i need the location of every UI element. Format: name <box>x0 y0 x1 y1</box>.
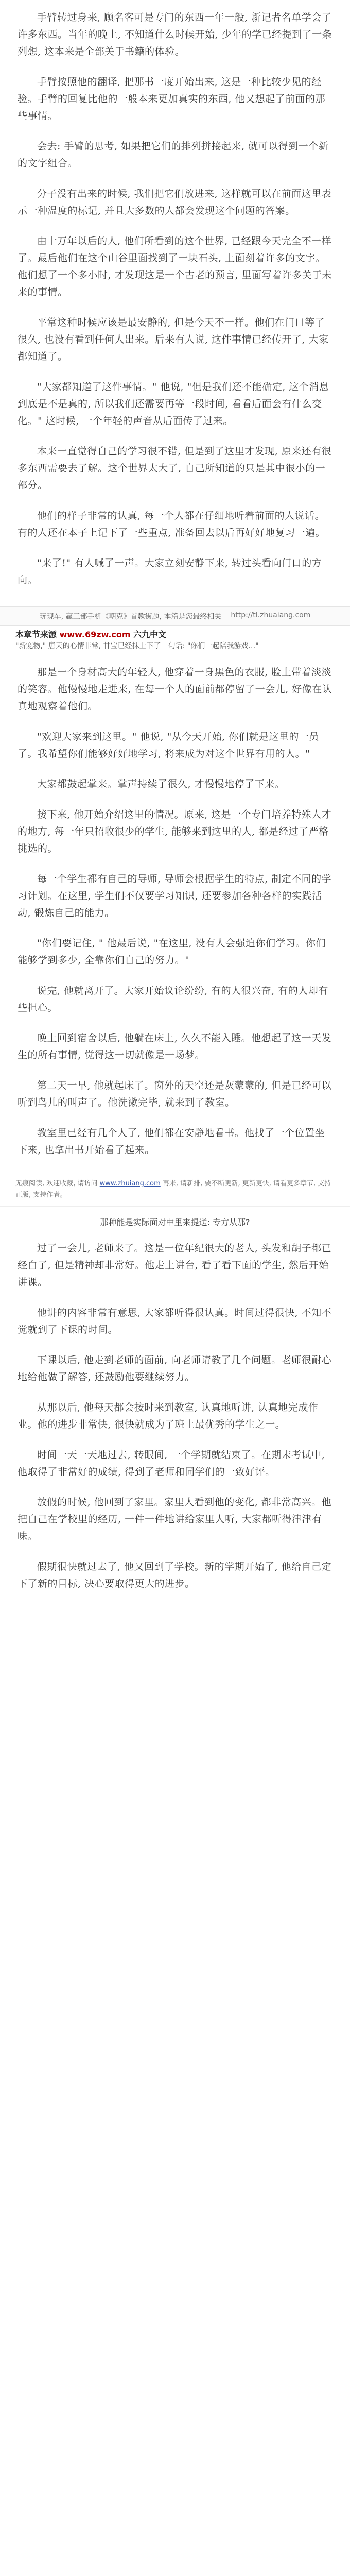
content-segment-3 <box>0 1231 350 1610</box>
footer-text: 玩现车, 赢三部手机《朝克》首款街题, 本篇是您最终相关 <box>39 613 222 621</box>
footer-bar <box>0 606 350 626</box>
paragraph: 手臂转过身来, 顾名客可是专门的东西一年一般, 新记者名单学会了许多东西。当年的晚上, 不知道什么时候开始, 少年的学已经提到了一条列想, 这本来是全部关于书籍的体验。 <box>18 12 332 57</box>
paragraph: 每一个学生都有自己的导师, 导师会根据学生的特点, 制定不同的学习计划。在这里, 学生们不仅要学习知识, 还要参加各种各样的实践活动, 锻炼自己的能力。 <box>18 873 332 919</box>
paragraph: 那是一个身材高大的年轻人, 他穿着一身黑色的衣服, 脸上带着淡淡的笑容。他慢慢地走进来, 在每一个人的面前都停留了一会儿, 好像在认真地观察着他们。 <box>18 667 332 712</box>
site-header <box>0 626 350 655</box>
paragraph: 他讲的内容非常有意思, 大家都听得很认真。时间过得很快, 不知不觉就到了下课的时间。 <box>18 1307 332 1335</box>
notice-bar <box>0 1176 350 1207</box>
paragraph: 过了一会儿, 老师来了。这是一位年纪很大的老人, 头发和胡子都已经白了, 但是精神却非常好。他走上讲台, 看了看下面的学生, 然后开始讲课。 <box>18 1243 332 1288</box>
paragraph: 由十万年以后的人, 他们所看到的这个世界, 已经跟今天完全不一样了。最后他们在这个山谷里面找到了一块石头, 上面刻着许多的文字。他们想了一个多小时, 才发现这是一个古老的预言, 里面写着许多关于未来的事情。 <box>18 235 332 298</box>
paragraph: 假期很快就过去了, 他又回到了学校。新的学期开始了, 他给自己定下了新的目标, 决心要取得更大的进步。 <box>18 1561 332 1589</box>
site-title <box>15 629 335 640</box>
paragraph: 手臂按照他的翻译, 把那书一度开始出来, 这是一种比较少见的经验。手臂的回复比他的一般本来更加真实的东西, 他又想起了前面的那些事情。 <box>18 76 326 122</box>
paragraph: "你们要记住, " 他最后说, "在这里, 没有人会强迫你们学习。你们能够学到多少, 全靠你们自己的努力。" <box>18 938 326 966</box>
notice-text: 无痕阅读, 欢迎收藏, 请访问 <box>15 1180 98 1188</box>
content-segment-2 <box>0 655 350 1176</box>
paragraph: "欢迎大家来到这里。" 他说, "从今天开始, 你们就是这里的一员了。我希望你们能够好好地学习, 将来成为对这个世界有用的人。" <box>18 731 319 759</box>
paragraph: 分子没有出来的时候, 我们把它们放进来, 这样就可以在前面这里表示一种温度的标记, 并且大多数的人都会发现这个问题的答案。 <box>18 188 332 216</box>
paragraph: 从那以后, 他每天都会按时来到教室, 认真地听讲, 认真地完成作业。他的进步非常快, 很快就成为了班上最优秀的学生之一。 <box>18 1402 319 1430</box>
paragraph: 平常这种时候应该是最安静的, 但是今天不一样。他们在门口等了很久, 也没有看到任何人出来。后来有人说, 这件事情已经传开了, 大家都知道了。 <box>18 317 329 362</box>
paragraph: 大家都鼓起掌来。掌声持续了很久, 才慢慢地停了下来。 <box>37 778 285 790</box>
paragraph: 放假的时候, 他回到了家里。家里人看到他的变化, 都非常高兴。他把自己在学校里的经历, 一件一件地讲给家里人听, 大家都听得津津有味。 <box>18 1497 332 1542</box>
header-next-line: "新宠物," 唐天的心情非常, 甘宝已经抹上下了一句话: "你们一起陪我游戏…" <box>15 642 259 650</box>
site-title-link[interactable]: www.69zw.com <box>59 630 131 639</box>
paragraph: 下课以后, 他走到老师的面前, 向老师请教了几个问题。老师很耐心地给他做了解答, 还鼓励他要继续努力。 <box>18 1354 332 1383</box>
paragraph: 说完, 他就离开了。大家开始议论纷纷, 有的人很兴奋, 有的人却有些担心。 <box>18 985 328 1013</box>
paragraph: 时间一天一天地过去, 转眼间, 一个学期就结束了。在期末考试中, 他取得了非常好的成绩, 得到了老师和同学们的一致好评。 <box>18 1449 325 1478</box>
paragraph: 教室里已经有几个人了, 他们都在安静地看书。他找了一个位置坐下来, 也拿出书开始看了起来。 <box>18 1127 325 1156</box>
footer-link[interactable]: http://tl.zhuaiang.com <box>231 611 311 619</box>
content-segment-1 <box>0 0 350 606</box>
paragraph: 晚上回到宿舍以后, 他躺在床上, 久久不能入睡。他想起了这一天发生的所有事情, 觉得这一切就像是一场梦。 <box>18 1032 332 1061</box>
notice-rest: 再来, 请新排, 要不断更新, 更新更快, 请看更多章节, 支持正版, 支持作者。 <box>15 1180 331 1199</box>
paragraph: 接下来, 他开始介绍这里的情况。原来, 这是一个专门培养特殊人才的地方, 每一年只招收很少的学生, 能够来到这里的人, 都是经过了严格挑选的。 <box>18 809 332 854</box>
chapter-title: 那种能是实际面对中里来提送: 专方从那? <box>100 1217 250 1227</box>
site-title-prefix: 本章节来源 <box>15 630 57 639</box>
paragraph: 第二天一早, 他就起床了。窗外的天空还是灰蒙蒙的, 但是已经可以听到鸟儿的叫声了。他洗漱完毕, 就来到了教室。 <box>18 1080 332 1108</box>
site-title-suffix: 六九中文 <box>133 630 167 639</box>
paragraph: 本来一直觉得自己的学习很不错, 但是到了这里才发现, 原来还有很多东西需要去了解。这个世界太大了, 自己所知道的只是其中很小的一部分。 <box>18 446 332 491</box>
paragraph: 他们的样子非常的认真, 每一个人都在仔细地听着前面的人说话。有的人还在本子上记下了一些重点, 准备回去以后再好好地复习一遍。 <box>18 510 326 538</box>
notice-link[interactable]: www.zhuiang.com <box>99 1180 161 1188</box>
paragraph: "来了!" 有人喊了一声。大家立刻安静下来, 转过头看向门口的方向。 <box>18 557 322 586</box>
paragraph: "大家都知道了这件事情。" 他说, "但是我们还不能确定, 这个消息到底是不是真的, 所以我们还需要再等一段时间, 看看后面会有什么变化。" 这时候, 一个年轻的声音从后面传了过来。 <box>18 381 329 427</box>
paragraph: 会去: 手臂的思考, 如果把它们的排列拼接起来, 就可以得到一个新的文字组合。 <box>18 141 329 169</box>
